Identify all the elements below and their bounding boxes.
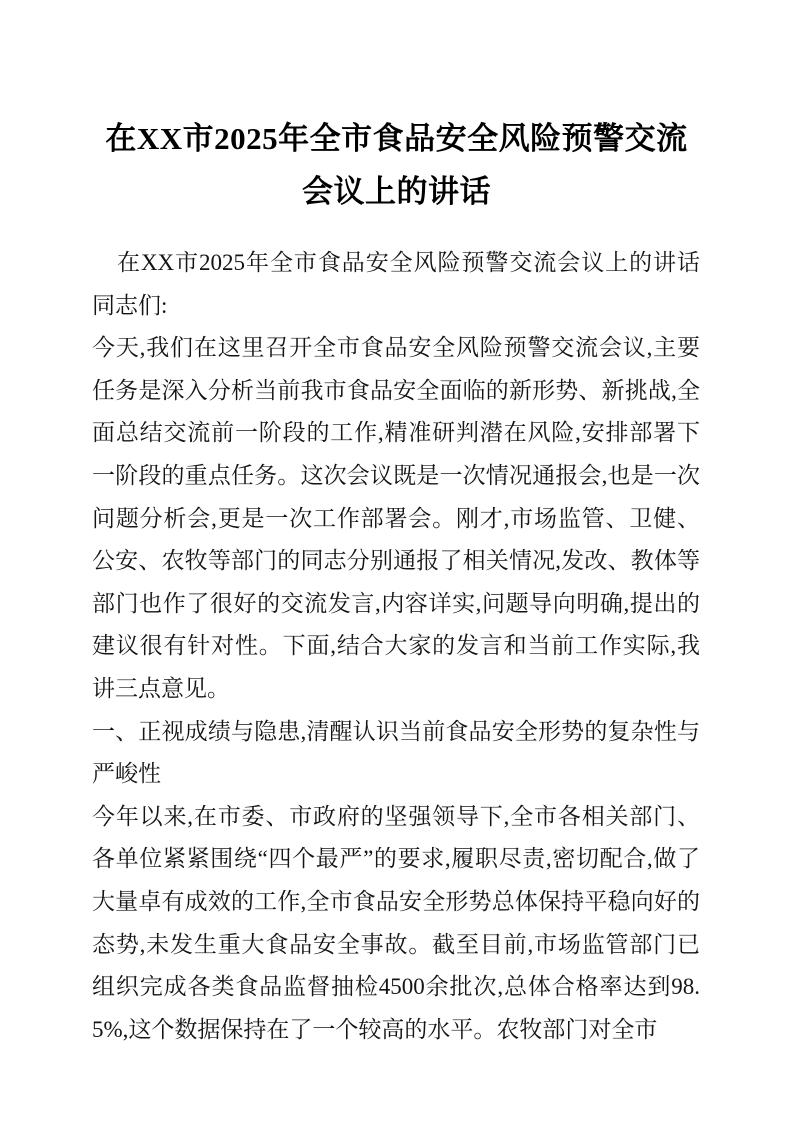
paragraph-section-heading: 一、正视成绩与隐患,清醒认识当前食品安全形势的复杂性与严峻性	[92, 718, 700, 787]
paragraph-salutation: 在XX市2025年全市食品安全风险预警交流会议上的讲话同志们:	[92, 250, 700, 318]
paragraph-section-body: 今年以来,在市委、市政府的坚强领导下,全市各相关部门、各单位紧紧围绕“四个最严”的要求,履职尽责,密切配合,做了大量卓有成效的工作,全市食品安全形势总体保持平稳向好的态势,未发生重大食品安全事故。截至目前,市场监管部门已组织完成各类食品监督抽检4500余批次,总体合格率达到98.5%,这个数据保持在了一个较高的水平。农牧部门对全市	[92, 803, 700, 1042]
document-body	[92, 242, 700, 1051]
document-title: 在XX市2025年全市食品安全风险预警交流会议上的讲话	[105, 121, 688, 209]
paragraph-intro: 今天,我们在这里召开全市食品安全风险预警交流会议,主要任务是深入分析当前我市食品安全面临的新形势、新挑战,全面总结交流前一阶段的工作,精准研判潜在风险,安排部署下一阶段的重点任务。这次会议既是一次情况通报会,也是一次问题分析会,更是一次工作部署会。刚才,市场监管、卫健、公安、农牧等部门的同志分别通报了相关情况,发改、教体等部门也作了很好的交流发言,内容详实,问题导向明确,提出的建议很有针对性。下面,结合大家的发言和当前工作实际,我讲三点意见。	[92, 335, 700, 701]
